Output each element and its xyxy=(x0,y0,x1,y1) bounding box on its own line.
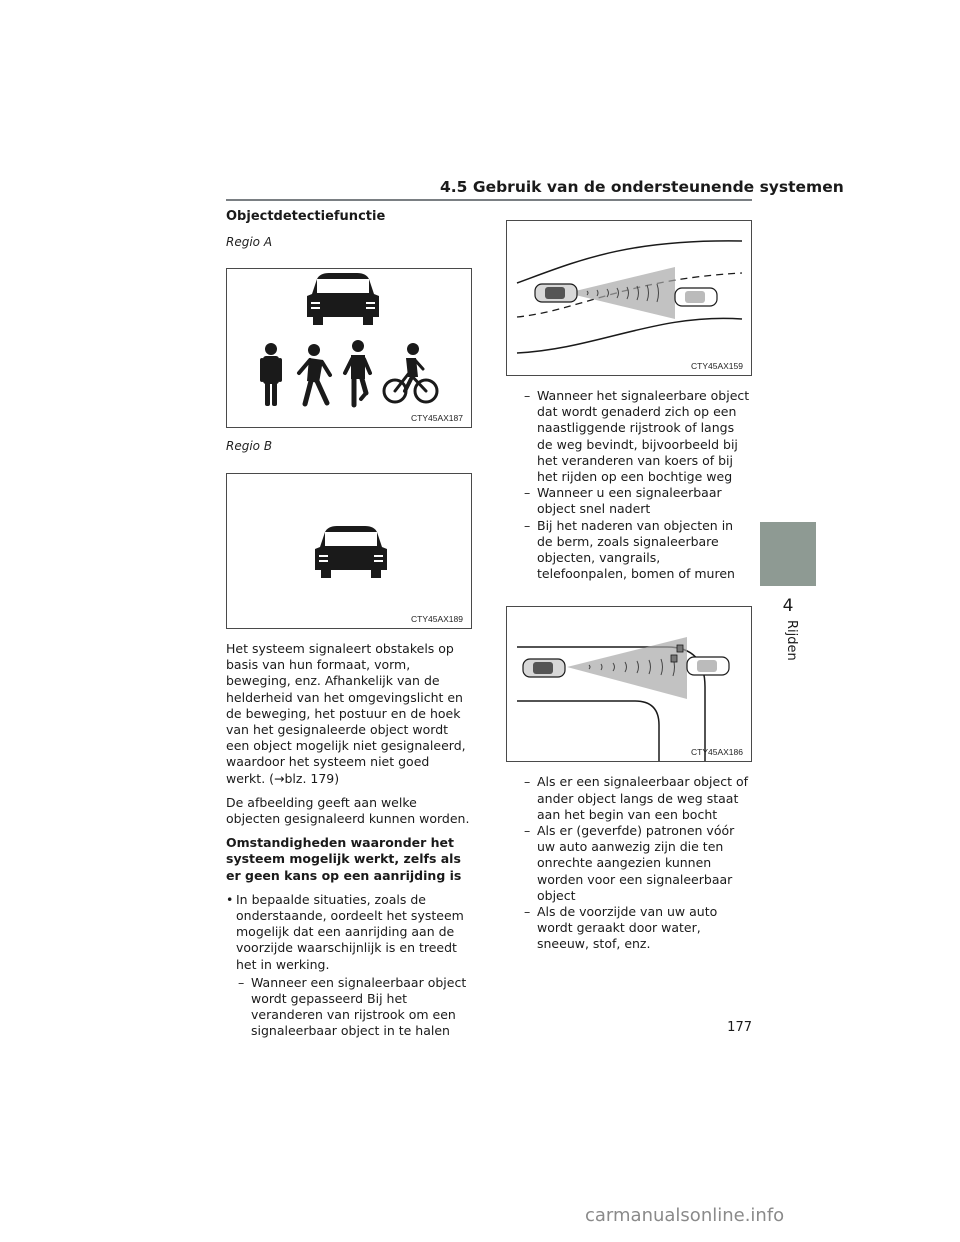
dash-list xyxy=(524,388,752,582)
figure-code: CTY45AX186 xyxy=(691,747,743,758)
list-item xyxy=(524,823,752,904)
pedestrian-standing-icon xyxy=(260,343,282,406)
road-edge-upper xyxy=(517,241,742,283)
detectable-objects-note: De afbeelding geeft aan welke objecten gesignaleerd kunnen worden. xyxy=(226,794,470,827)
chapter-number: 4 xyxy=(782,596,794,616)
dash-mark: – xyxy=(524,823,531,839)
bullet-mark: • xyxy=(226,891,234,907)
figure-code: CTY45AX187 xyxy=(411,413,463,423)
car-rear-icon xyxy=(315,526,387,578)
figure-curved-road xyxy=(506,220,752,376)
cyclist-icon xyxy=(384,343,437,402)
target-car-icon xyxy=(687,657,729,675)
curved-road-illustration xyxy=(507,221,751,375)
curve-roadside-illustration xyxy=(507,607,751,761)
list-item-text: Bij het naderen van objecten in de berm, zoals signaleerbare objecten, vangrails, telefoonpalen, bomen of muren xyxy=(537,517,735,582)
car-rear-illustration xyxy=(227,474,471,628)
dash-mark: – xyxy=(524,517,531,533)
detection-description: Het systeem signaleert obstakels op basis van hun formaat, vorm, beweging, enz. Afhankelijk van de helderheid van het omgevingslicht en de beweging, het postuur en de hoek van het gesignaleerde object wordt een object mogelijk niet gesignaleerd, waardoor het systeem niet goed werkt. (→blz. 179) xyxy=(226,641,466,786)
list-item xyxy=(238,975,472,1040)
road-edge-lower xyxy=(517,701,659,761)
list-item-text: Wanneer een signaleerbaar object wordt gepasseerd Bij het veranderen van rijstrook om een signaleerbaar object in te halen xyxy=(251,974,467,1039)
dash-mark: – xyxy=(524,904,531,920)
list-item xyxy=(524,518,752,583)
list-item-text: Wanneer u een signaleerbaar object snel nadert xyxy=(537,485,722,517)
list-item xyxy=(524,774,752,823)
figure-region-b xyxy=(226,473,472,629)
pedestrian-walking-icon xyxy=(299,344,330,404)
own-car-icon xyxy=(535,284,577,302)
list-item-text: Als de voorzijde van uw auto wordt geraakt door water, sneeuw, stof, enz. xyxy=(537,904,718,952)
chapter-tab xyxy=(760,522,816,586)
dash-mark: – xyxy=(524,388,531,403)
section-title: Objectdetectiefunctie xyxy=(226,209,386,224)
region-a-label: Regio A xyxy=(226,235,273,249)
pedestrian-running-icon xyxy=(345,340,370,405)
bullet-text: In bepaalde situaties, zoals de onderstaande, oordeelt het systeem mogelijk dat een aanrijding aan de voorzijde waarschijnlijk is en treedt het in werking. xyxy=(236,891,464,972)
chapter-label: Rijden xyxy=(784,620,799,661)
list-item-text: Als er een signaleerbaar object of ander object langs de weg staat aan het begin van een bocht xyxy=(537,774,748,822)
region-b-label: Regio B xyxy=(226,439,273,453)
dash-mark: – xyxy=(524,485,531,501)
right-column xyxy=(506,220,752,953)
figure-region-a xyxy=(226,268,472,428)
watermark: carmanualsonline.info xyxy=(585,1205,785,1226)
dash-mark: – xyxy=(524,774,531,790)
figure-code: CTY45AX189 xyxy=(411,614,463,624)
car-rear-icon xyxy=(307,273,379,325)
list-item-text: Als er (geverfde) patronen vóór uw auto aanwezig zijn die ten onrechte aangezien kunnen worden voor een signaleerbaar object xyxy=(537,823,735,903)
own-car-icon xyxy=(523,659,565,677)
detectable-objects-illustration xyxy=(227,269,471,427)
left-column xyxy=(226,208,472,1040)
figure-code: CTY45AX159 xyxy=(691,361,743,371)
page-number: 177 xyxy=(727,1020,752,1035)
section-header-title: 4.5 Gebruik van de ondersteunende systemen xyxy=(440,178,844,196)
dash-list xyxy=(238,975,472,1040)
header-divider xyxy=(226,199,752,201)
list-item-text: Wanneer het signaleerbare object dat wordt genaderd zich op een naastliggende rijstrook of langs de weg bevindt, bijvoorbeeld bij het veranderen van koers of bij het rijden op een bochtige weg xyxy=(537,388,750,485)
dash-list xyxy=(524,774,752,952)
list-item xyxy=(524,904,752,953)
list-item xyxy=(524,485,752,517)
list-item xyxy=(524,388,752,485)
figure-curve-roadside xyxy=(506,606,752,762)
bullet-item xyxy=(226,892,472,973)
road-edge-lower xyxy=(517,318,742,353)
subsection-title: Omstandigheden waaronder het systeem mogelijk werkt, zelfs als er geen kans op een aanrijding is xyxy=(226,835,462,883)
dash-mark: – xyxy=(238,974,245,990)
target-car-icon xyxy=(675,288,717,306)
